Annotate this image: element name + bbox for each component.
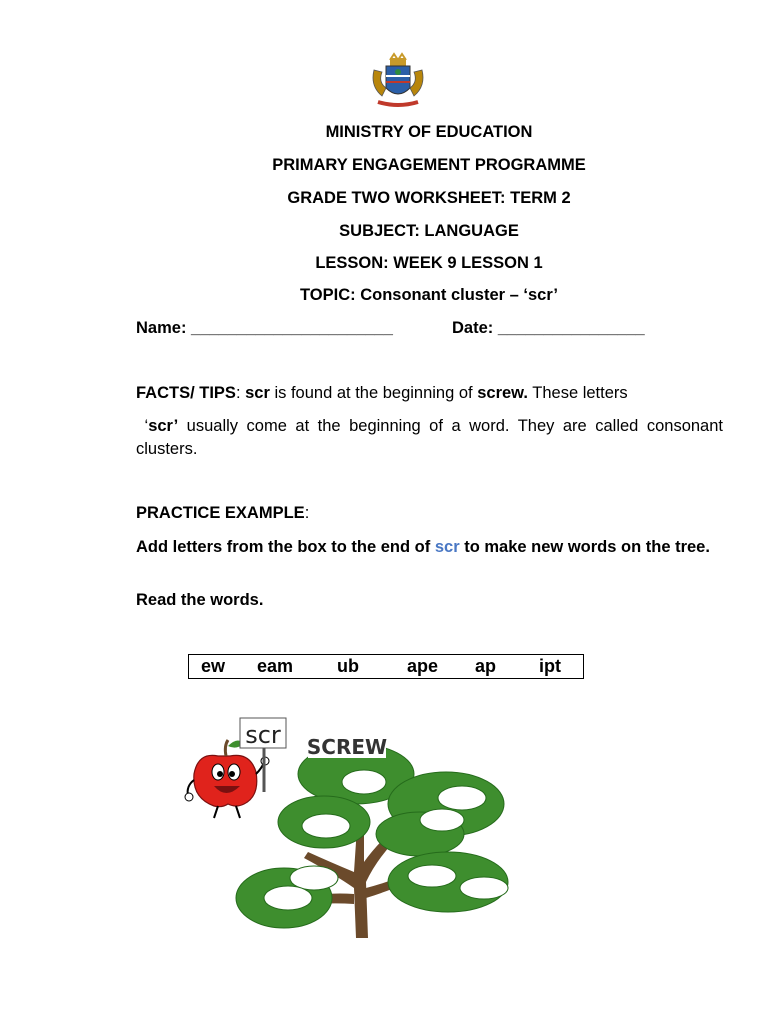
word-box-item: ap [475,656,497,676]
ministry-heading: MINISTRY OF EDUCATION [325,123,533,141]
instruction-b: to make new words on the tree. [459,538,710,556]
facts-text-2: usually come at the beginning of a word. They are called consonant clusters. [136,417,723,458]
tree-illustration [180,712,540,952]
name-blank: ______________________ [191,319,393,337]
facts-scr: scr [245,384,270,402]
read-instruction: Read the words. [136,591,264,609]
screw-label [307,734,387,759]
word-oval [420,809,464,831]
word-oval [460,877,508,899]
word-oval [264,886,312,910]
name-label: Name: [136,319,187,337]
word-box-item: ipt [539,656,561,676]
word-oval [342,770,386,794]
tree-label: SCREW [306,735,388,759]
lesson-heading: LESSON: WEEK 9 LESSON 1 [315,254,543,272]
instruction-scr: scr [434,538,460,556]
word-oval [438,786,486,810]
word-box-item: ub [337,656,359,676]
practice-label: PRACTICE EXAMPLE [136,504,305,522]
facts-colon: : [235,384,246,402]
apple-mascot-icon [185,740,269,818]
practice-colon: : [304,504,310,522]
word-box-item: ape [407,656,439,676]
facts-scr-2: scr’ [148,417,179,435]
name-field[interactable] [136,319,393,338]
facts-mid: is found at the beginning of [269,384,478,402]
word-oval [408,865,456,887]
facts-tail: These letters [527,384,628,402]
facts-screw: screw. [477,384,528,402]
subject-heading: SUBJECT: LANGUAGE [339,222,519,240]
topic-heading: TOPIC: Consonant cluster – ‘scr’ [300,286,558,304]
instruction-a: Add letters from the box to the end of [136,538,435,556]
date-label: Date: [452,319,494,337]
word-box [188,654,584,679]
date-field[interactable] [452,319,645,338]
practice-instruction [136,536,726,559]
facts-label: FACTS/ TIPS [136,384,236,402]
sign-text: scr [245,721,281,749]
coat-of-arms-icon [368,52,428,112]
date-blank: ________________ [497,319,645,337]
facts-line-2 [136,415,723,461]
word-box-item: ew [201,656,226,676]
facts-line-1 [136,384,723,403]
programme-heading: PRIMARY ENGAGEMENT PROGRAMME [272,156,586,174]
worksheet-heading: GRADE TWO WORKSHEET: TERM 2 [287,189,571,207]
facts-quote: ‘ [144,417,149,435]
word-box-item: eam [257,656,294,676]
practice-label-line [136,504,309,523]
word-oval [302,814,350,838]
